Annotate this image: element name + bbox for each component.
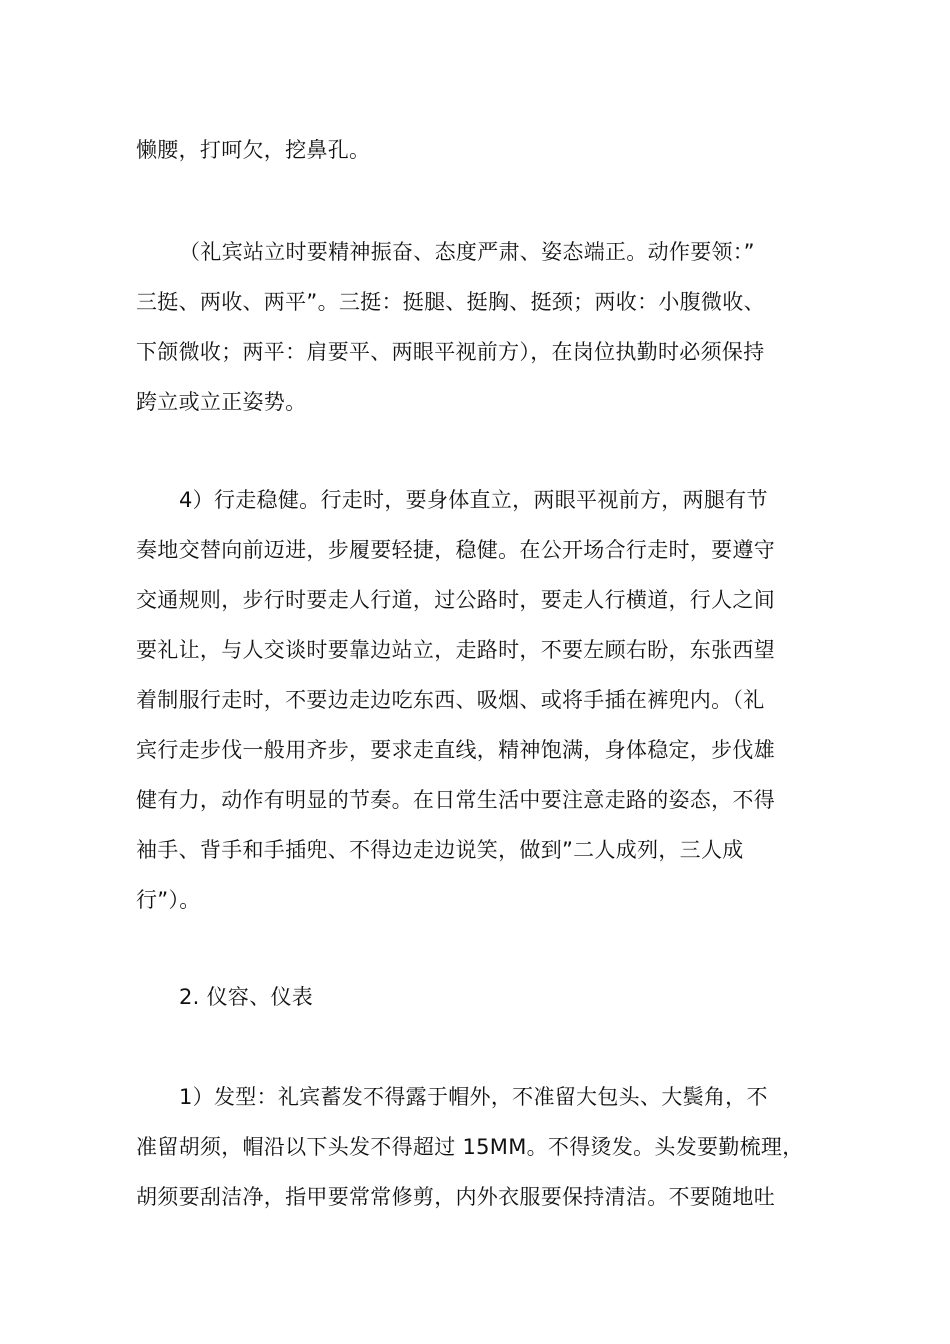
text-line: 奏地交替向前迈进，步履要轻捷，稳健。在公开场合行走时，要遵守 [136, 538, 775, 562]
text-line: 健有力，动作有明显的节奏。在日常生活中要注意走路的姿态，不得 [136, 788, 775, 812]
text-line: 4）行走稳健。行走时，要身体直立，两眼平视前方，两腿有节 [179, 488, 768, 512]
paragraph-hairstyle [136, 1072, 826, 1222]
text-line: 准留胡须，帽沿以下头发不得超过 15MM。不得烫发。头发要勤梳理， [136, 1135, 804, 1159]
text-line: （礼宾站立时要精神振奋、态度严肃、姿态端正。动作要领：” [179, 240, 755, 264]
paragraph-standing-posture [136, 227, 826, 427]
heading-text: 2. 仪容、仪表 [179, 985, 314, 1009]
text-line: 胡须要刮洁净，指甲要常常修剪，内外衣服要保持清洁。不要随地吐 [136, 1185, 775, 1209]
paragraph-walking [136, 475, 826, 925]
text-line: 跨立或立正姿势。 [136, 390, 307, 414]
text-line: 懒腰，打呵欠，挖鼻孔。 [136, 138, 371, 162]
text-line: 下颌微收；两平：肩要平、两眼平视前方），在岗位执勤时必须保持 [136, 340, 765, 364]
text-line: 着制服行走时，不要边走边吃东西、吸烟、或将手插在裤兜内。（礼 [136, 688, 765, 712]
paragraph-continuation [136, 125, 826, 175]
text-line: 1）发型：礼宾蓄发不得露于帽外，不准留大包头、大鬓角，不 [179, 1085, 768, 1109]
text-line: 行”）。 [136, 888, 201, 912]
section-heading [136, 972, 826, 1022]
text-line: 袖手、背手和手插兜、不得边走边说笑，做到”二人成列，三人成 [136, 838, 744, 862]
text-line: 三挺、两收、两平”。三挺：挺腿、挺胸、挺颈；两收：小腹微收、 [136, 290, 765, 314]
text-line: 交通规则，步行时要走人行道，过公路时，要走人行横道，行人之间 [136, 588, 775, 612]
text-line: 宾行走步伐一般用齐步，要求走直线，精神饱满，身体稳定，步伐雄 [136, 738, 775, 762]
text-line: 要礼让，与人交谈时要靠边站立，走路时，不要左顾右盼，东张西望 [136, 638, 775, 662]
